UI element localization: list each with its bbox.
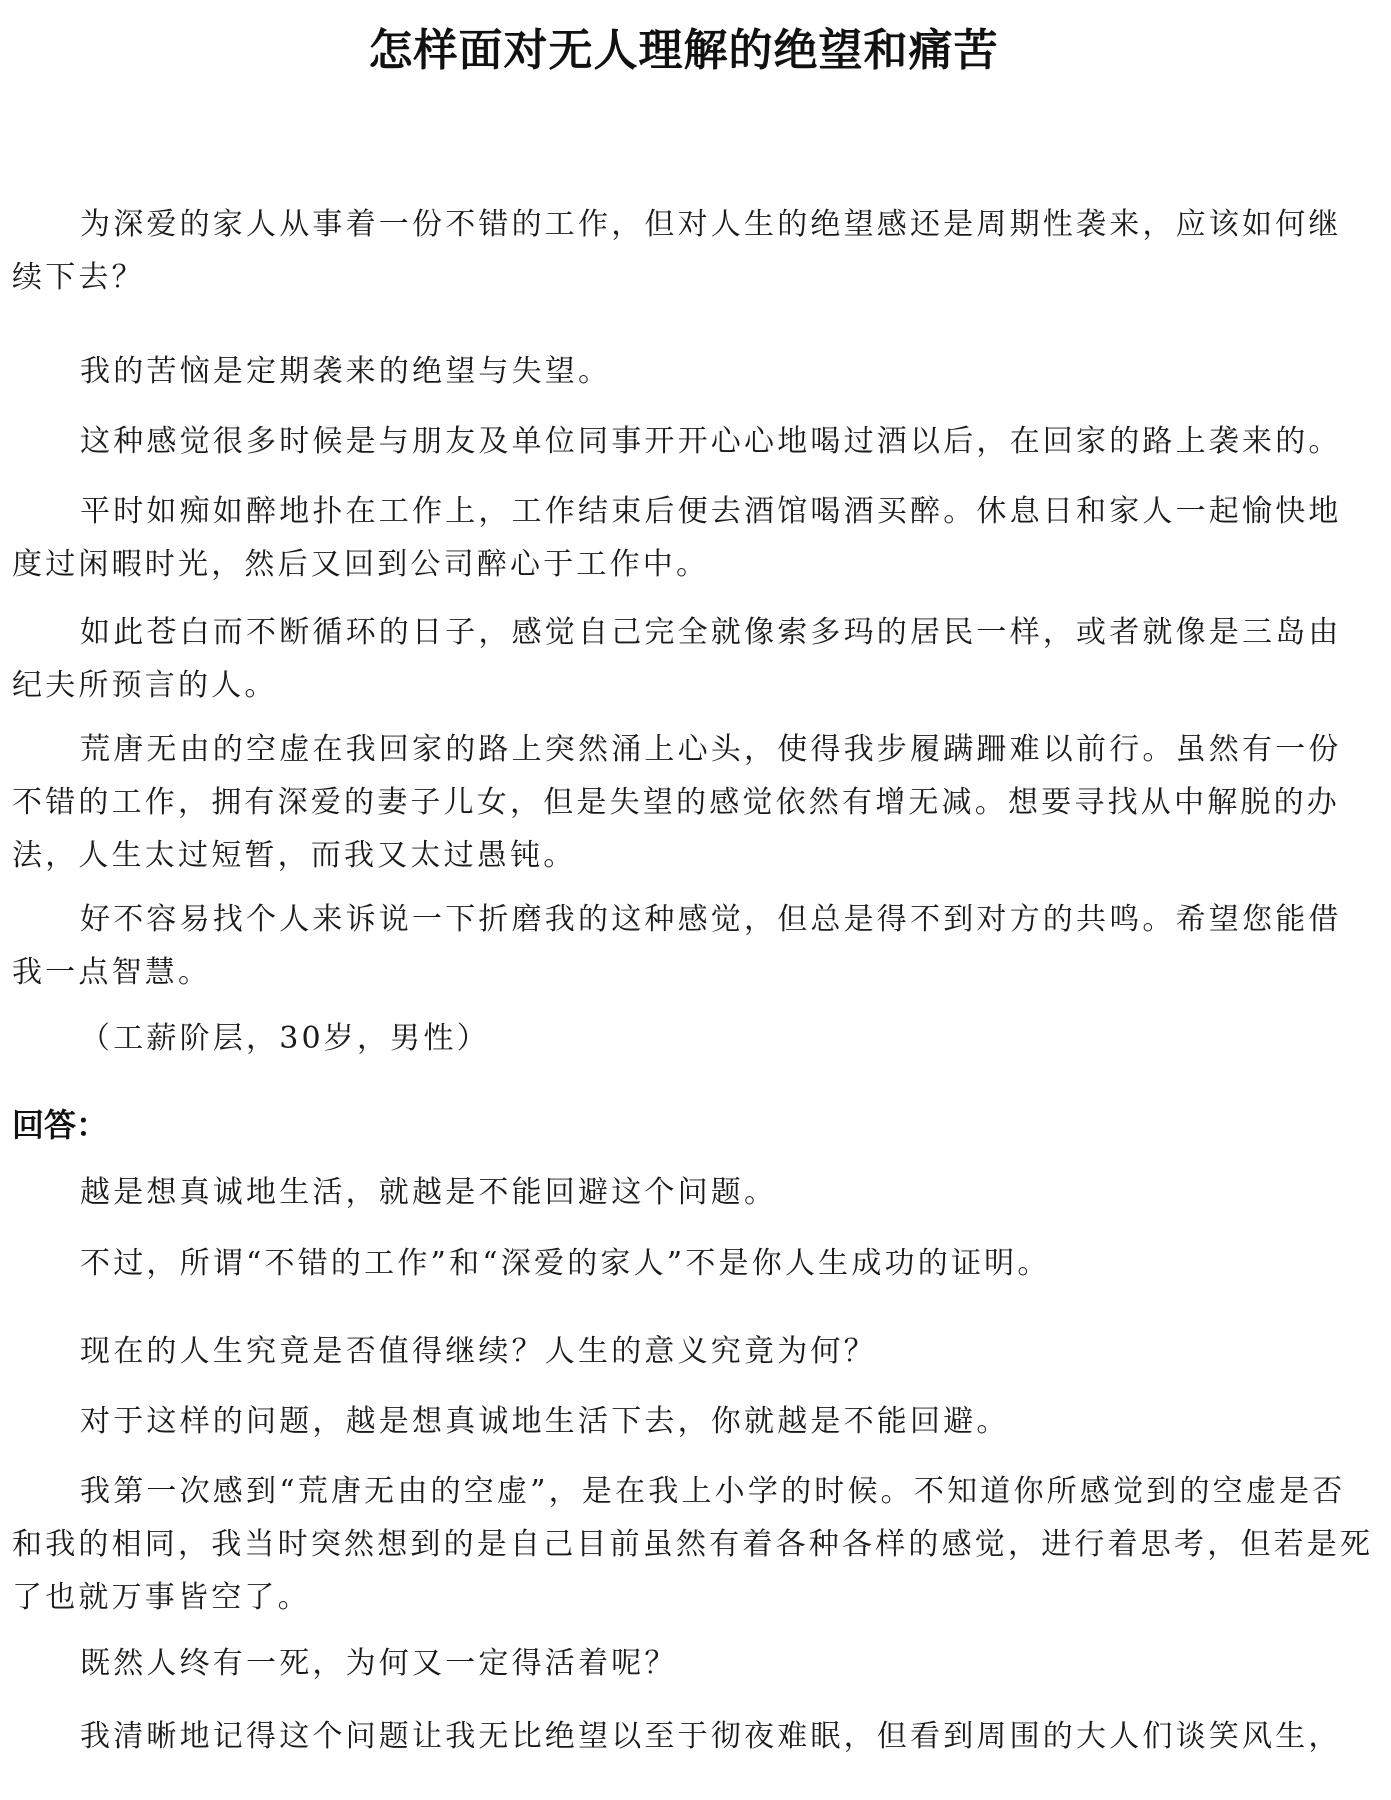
letter-paragraph-4: 如此苍白而不断循环的日子，感觉自己完全就像索多玛的居民一样，或者就像是三岛由纪夫所预言的人。	[12, 615, 1342, 703]
answer-paragraph-7: 我清晰地记得这个问题让我无比绝望以至于彻夜难眠，但看到周围的大人们谈笑风生，	[80, 1719, 1342, 1754]
letter-paragraph-3: 平时如痴如醉地扑在工作上，工作结束后便去酒馆喝酒买醉。休息日和家人一起愉快地度过闲暇时光，然后又回到公司醉心于工作中。	[12, 494, 1342, 582]
answer-paragraph-2: 不过，所谓“不错的工作”和“深爱的家人”不是你人生成功的证明。	[80, 1246, 1051, 1281]
answer-paragraph-1: 越是想真诚地生活，就越是不能回避这个问题。	[80, 1175, 778, 1210]
question-summary: 为深爱的家人从事着一份不错的工作，但对人生的绝望感还是周期性袭来，应该如何继续下去？	[12, 207, 1342, 295]
answer-paragraph-3: 现在的人生究竟是否值得继续？人生的意义究竟为何？	[80, 1334, 877, 1369]
answer-paragraph-4: 对于这样的问题，越是想真诚地生活下去，你就越是不能回避。	[80, 1404, 1010, 1439]
letter-paragraph-6: 好不容易找个人来诉说一下折磨我的这种感觉，但总是得不到对方的共鸣。希望您能借我一点智慧。	[12, 902, 1342, 990]
letter-paragraph-5: 荒唐无由的空虚在我回家的路上突然涌上心头，使得我步履蹒跚难以前行。虽然有一份不错的工作，拥有深爱的妻子儿女，但是失望的感觉依然有增无减。想要寻找从中解脱的办法，人生太过短暂，而我又太过愚钝。	[12, 732, 1342, 873]
answer-paragraph-5: 我第一次感到“荒唐无由的空虚”，是在我上小学的时候。不知道你所感觉到的空虚是否和我的相同，我当时突然想到的是自己目前虽然有着各种各样的感觉，进行着思考，但若是死了也就万事皆空了。	[12, 1474, 1374, 1615]
answer-label: 回答：	[12, 1106, 109, 1144]
letter-paragraph-1: 我的苦恼是定期袭来的绝望与失望。	[80, 354, 612, 389]
letter-paragraph-2: 这种感觉很多时候是与朋友及单位同事开开心心地喝过酒以后，在回家的路上袭来的。	[80, 424, 1342, 459]
page-title: 怎样面对无人理解的绝望和痛苦	[368, 25, 999, 76]
answer-paragraph-6: 既然人终有一死，为何又一定得活着呢？	[80, 1646, 678, 1681]
letter-signature: （工薪阶层，30岁，男性）	[80, 1021, 490, 1056]
